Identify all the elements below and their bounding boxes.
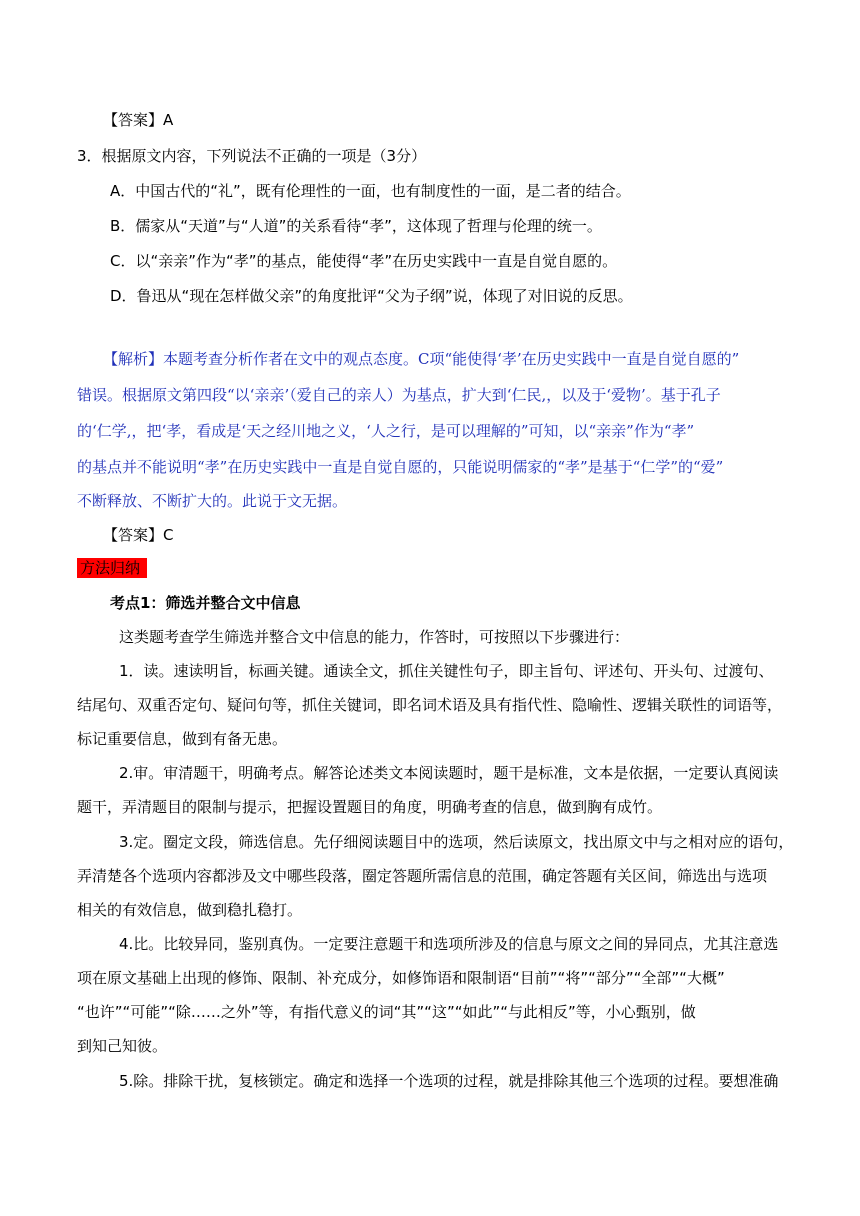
kaodian-1-intro: 这类题考查学生筛选并整合文中信息的能力，作答时，可按照以下步骤进行： — [119, 628, 630, 646]
step-4-line-4: 到知己知彼。 — [77, 1037, 168, 1055]
analysis-line-4: 的基点并不能说明“孝”在历史实践中一直是自觉自愿的，只能说明儒家的“孝”是基于“仁学”的“爱” — [77, 458, 724, 476]
step-2-line-1: 2.审。审清题干，明确考点。解答论述类文本阅读题时，题干是标准，文本是依据，一定要认真阅读 — [119, 764, 779, 782]
analysis-line-3: 的‘仁学,，把‘孝，看成是‘天之经川地之义，‘人之行，是可以理解的”可知，以“亲亲”作为“孝” — [77, 422, 695, 440]
analysis-line-1: 【解析】本题考查分析作者在文中的观点态度。C项“能使得‘孝’在历史实践中一直是自觉自愿的” — [103, 350, 740, 368]
step-1-line-3: 标记重要信息，做到有备无患。 — [77, 730, 288, 748]
step-3-line-1: 3.定。圈定文段，筛选信息。先仔细阅读题目中的选项，然后读原文，找出原文中与之相对应的语句， — [119, 833, 794, 851]
step-3-line-2: 弄清楚各个选项内容都涉及文中哪些段落，圈定答题所需信息的范围，确定答题有关区间，筛选出与选项 — [77, 867, 768, 885]
step-4-line-2: 项在原文基础上出现的修饰、限制、补充成分，如修饰语和限制语“目前”“将”“部分”“全部”“大概” — [77, 969, 725, 987]
step-1-line-1: 1．读。速读明旨，标画关键。通读全文，抓住关键性句子，即主旨句、评述句、开头句、过渡句、 — [119, 662, 774, 680]
step-4-line-1: 4.比。比较异同，鉴别真伪。一定要注意题干和选项所涉及的信息与原文之间的异同点，尤其注意选 — [119, 935, 779, 953]
answer-c: 【答案】C — [103, 526, 174, 544]
kaodian-1-title: 考点1：筛选并整合文中信息 — [110, 594, 301, 612]
step-5-line-1: 5.除。排除干扰，复核锁定。确定和选择一个选项的过程，就是排除其他三个选项的过程。要想准确 — [119, 1072, 779, 1090]
method-summary-badge: 方法归纳 — [77, 558, 147, 578]
analysis-line-5: 不断释放、不断扩大的。此说于文无据。 — [77, 492, 348, 510]
answer-a: 【答案】A — [103, 111, 174, 129]
step-4-line-3: “也许”“可能”“除……之外”等，有指代意义的词“其”“这”“如此”“与此相反”等，小心甄别，做 — [77, 1003, 696, 1021]
question-3-option-a: A．中国古代的“礼”，既有伦理性的一面，也有制度性的一面，是二者的结合。 — [110, 182, 631, 200]
step-3-line-3: 相关的有效信息，做到稳扎稳打。 — [77, 901, 303, 919]
question-3-option-b: B．儒家从“天道”与“人道”的关系看待“孝”，这体现了哲理与伦理的统一。 — [110, 217, 602, 235]
analysis-line-2: 错误。根据原文第四段“以‘亲亲’（爱自己的亲人）为基点，扩大到‘仁民,，以及于‘爱物’。基于孔子 — [77, 386, 721, 404]
question-3-option-c: C．以“亲亲”作为“孝”的基点，能使得“孝”在历史实践中一直是自觉自愿的。 — [110, 252, 618, 270]
step-1-line-2: 结尾句、双重否定句、疑问句等，抓住关键词，即名词术语及具有指代性、隐喻性、逻辑关联性的词语等， — [77, 696, 783, 714]
step-2-line-2: 题干，弄清题目的限制与提示，把握设置题目的角度，明确考查的信息，做到胸有成竹。 — [77, 798, 663, 816]
question-3-option-d: D．鲁迅从“现在怎样做父亲”的角度批评“父为子纲”说，体现了对旧说的反思。 — [110, 287, 633, 305]
question-3-stem: 3．根据原文内容，下列说法不正确的一项是（3分） — [77, 147, 427, 165]
